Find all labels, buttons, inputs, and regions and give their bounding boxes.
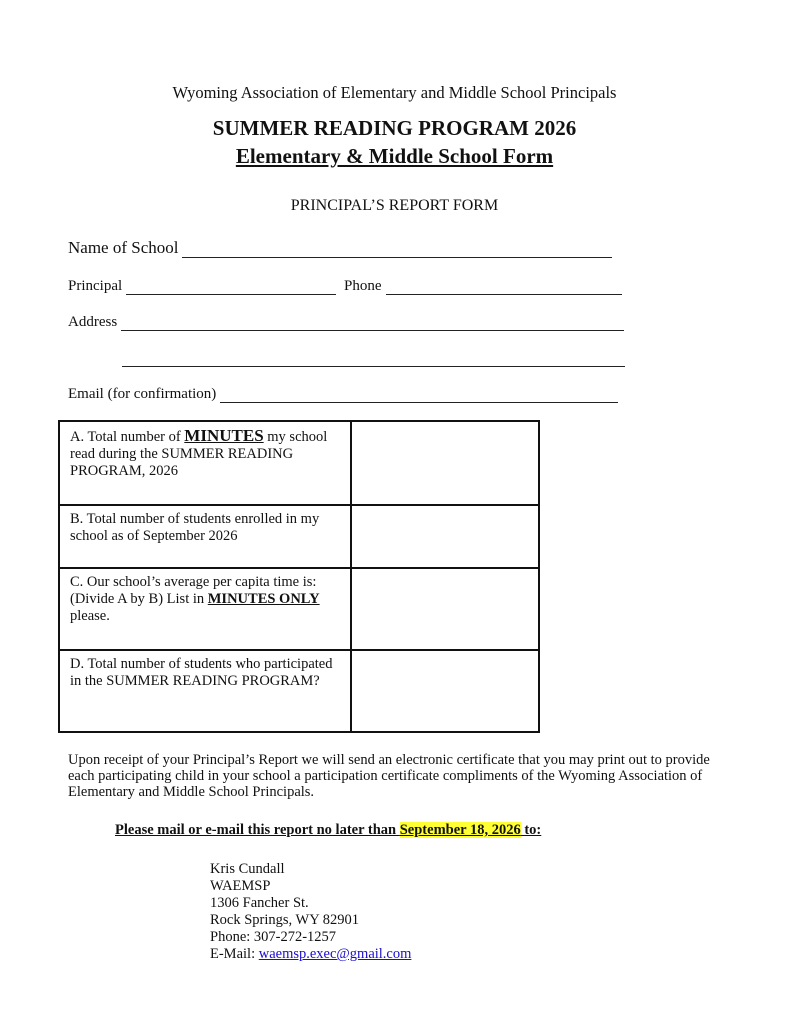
question-c (59, 568, 351, 650)
address-line-2[interactable] (122, 354, 625, 367)
contact-org: WAEMSP (210, 878, 271, 894)
mail-instruction-end: to: (520, 822, 542, 838)
email-line[interactable] (220, 390, 618, 403)
school-name-line[interactable] (182, 245, 612, 258)
question-a (59, 421, 351, 505)
answer-a-cell[interactable] (351, 421, 539, 505)
table-row (59, 568, 539, 650)
mail-instruction (115, 822, 541, 839)
table-row (59, 505, 539, 568)
contact-city: Rock Springs, WY 82901 (210, 912, 360, 928)
email-field[interactable] (68, 386, 618, 403)
question-b-text: B. Total number of students enrolled in my school as of September 2026 (70, 511, 320, 544)
principal-label: Principal (68, 278, 123, 294)
certificate-paragraph: Upon receipt of your Principal’s Report we will send an electronic certificate that you may print out to provide each participating child in your school a participation certificate compliments of the Wyoming Association of Elementary and Middle School Principals. (68, 752, 710, 800)
phone-label: Phone (344, 278, 382, 294)
principal-line[interactable] (126, 282, 336, 295)
contact-name: Kris Cundall (210, 861, 285, 877)
contact-email-row (210, 946, 411, 963)
deadline-highlight: September 18, 2026 (399, 822, 521, 838)
answer-d-cell[interactable] (351, 650, 539, 732)
phone-field[interactable] (344, 278, 622, 295)
school-name-field[interactable] (68, 238, 612, 258)
contact-street: 1306 Fancher St. (210, 895, 309, 911)
contact-email-link[interactable]: waemsp.exec@gmail.com (258, 946, 412, 962)
address-label: Address (68, 314, 118, 330)
principal-field[interactable] (68, 278, 336, 295)
email-label: Email (for confirmation) (68, 386, 217, 402)
question-c-emphasis: MINUTES ONLY (207, 591, 320, 607)
question-c-text: C. Our school’s average per capita time is: (Divide A by B) List in (70, 574, 317, 607)
question-d (59, 650, 351, 732)
report-table (58, 420, 540, 733)
school-name-label: Name of School (68, 238, 179, 257)
table-row (59, 421, 539, 505)
question-b (59, 505, 351, 568)
page-subtitle: Elementary & Middle School Form (235, 144, 554, 168)
question-d-text: D. Total number of students who participated in the SUMMER READING PROGRAM? (70, 656, 333, 689)
contact-address (210, 861, 411, 963)
form-name: PRINCIPAL’S REPORT FORM (290, 197, 499, 214)
page-title: SUMMER READING PROGRAM 2026 (212, 116, 577, 140)
answer-b-cell[interactable] (351, 505, 539, 568)
question-a-text: A. Total number of (70, 429, 185, 445)
mail-instruction-text: Please mail or e-mail this report no later than (115, 822, 400, 838)
phone-line[interactable] (386, 282, 622, 295)
address-line-1[interactable] (121, 318, 624, 331)
answer-c-cell[interactable] (351, 568, 539, 650)
question-a-text-end: my school read during the SUMMER READING PROGRAM, 2026 (70, 429, 328, 479)
organization-name: Wyoming Association of Elementary and Middle School Principals (172, 83, 617, 102)
question-a-emphasis: MINUTES (184, 426, 264, 445)
question-c-text-end: please. (70, 608, 110, 624)
contact-phone: Phone: 307-272-1257 (210, 929, 337, 945)
address-field[interactable] (68, 314, 624, 331)
table-row (59, 650, 539, 732)
contact-email-label: E-Mail: (210, 946, 259, 962)
